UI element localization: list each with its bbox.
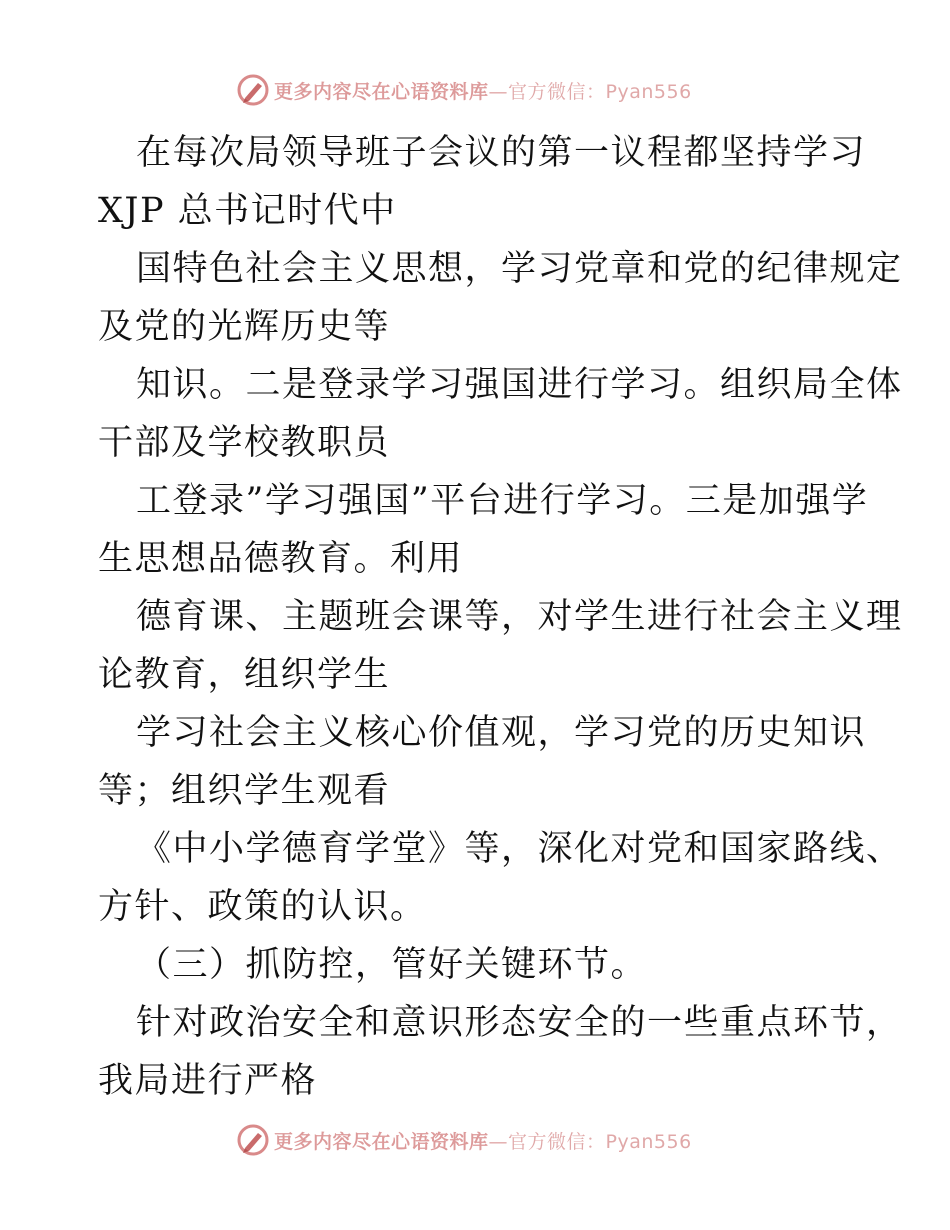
watermark-text <box>274 77 692 104</box>
text-line: 国特色社会主义思想，学习党章和党的纪律规定 <box>136 249 903 289</box>
text-line: 生思想品德教育。利用 <box>98 539 464 579</box>
watermark-brand: 更多内容尽在心语资料库 <box>274 1130 489 1153</box>
document-body <box>98 124 903 1110</box>
text-line: （三）抓防控，管好关键环节。 <box>136 945 648 985</box>
text-line: XJP 总书记时代中 <box>98 191 397 231</box>
text-line: 知识。二是登录学习强国进行学习。组织局全体 <box>136 365 903 405</box>
watermark-header <box>236 72 692 108</box>
text-line: 针对政治安全和意识形态安全的一些重点环节， <box>136 1003 903 1043</box>
pen-logo-icon <box>236 73 270 107</box>
text-line: 干部及学校教职员 <box>98 423 391 463</box>
text-line: 德育课、主题班会课等，对学生进行社会主义理 <box>136 597 903 637</box>
text-line: 我局进行严格 <box>98 1061 318 1101</box>
text-line: 在每次局领导班子会议的第一议程都坚持学习 <box>136 133 867 173</box>
text-line: 方针、政策的认识。 <box>98 887 427 927</box>
watermark-brand: 更多内容尽在心语资料库 <box>274 80 489 103</box>
text-line: 论教育，组织学生 <box>98 655 391 695</box>
pen-logo-icon <box>236 1123 270 1157</box>
text-line: 及党的光辉历史等 <box>98 307 391 347</box>
watermark-contact: —官方微信：Pyan556 <box>488 1130 692 1153</box>
watermark-footer <box>236 1122 692 1158</box>
text-line: 等；组织学生观看 <box>98 771 391 811</box>
text-line: 工登录”学习强国”平台进行学习。三是加强学 <box>136 481 869 521</box>
text-line: 《中小学德育学堂》等，深化对党和国家路线、 <box>136 829 903 869</box>
text-line: 学习社会主义核心价值观，学习党的历史知识 <box>136 713 867 753</box>
watermark-text <box>274 1127 692 1154</box>
watermark-contact: —官方微信：Pyan556 <box>488 80 692 103</box>
